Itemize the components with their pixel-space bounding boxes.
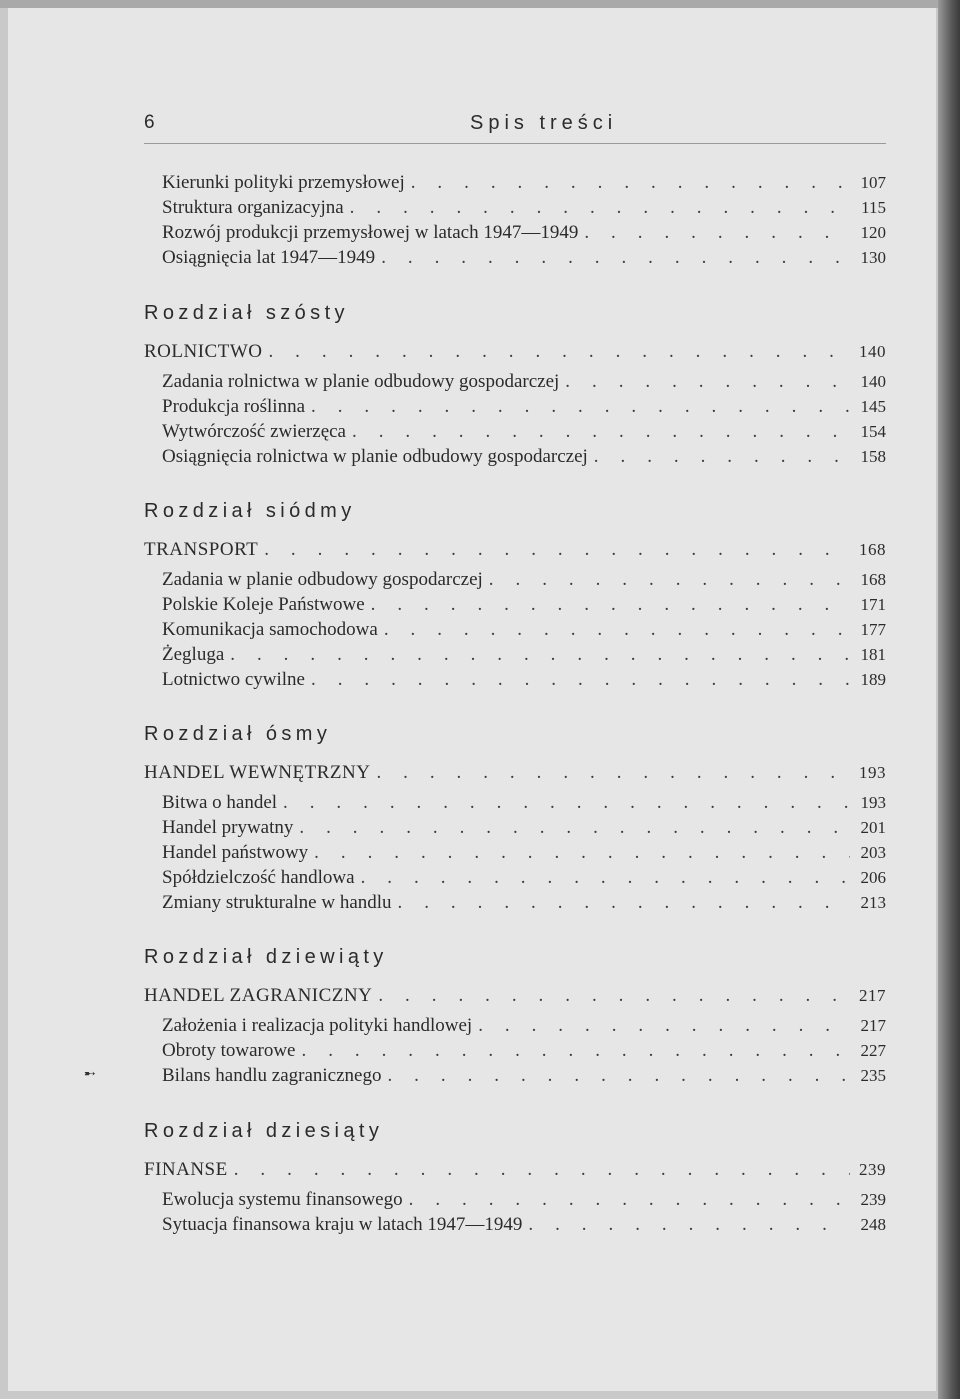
- dot-leader: [478, 1015, 850, 1037]
- dot-leader: [350, 197, 850, 219]
- entry-title: Polskie Koleje Państwowe: [162, 594, 365, 615]
- dot-leader: [411, 172, 850, 194]
- entry-page-number: 239: [859, 1160, 886, 1179]
- entry-page-number: 145: [860, 397, 886, 416]
- toc-main-entry: [144, 985, 886, 1009]
- page-number: 6: [144, 112, 155, 133]
- entry-page-number: 248: [860, 1215, 886, 1234]
- entry-title: Bilans handlu zagranicznego: [162, 1065, 382, 1086]
- toc-sub-entry: [162, 421, 886, 445]
- dot-leader: [264, 539, 850, 561]
- entry-page-number: 203: [860, 843, 886, 862]
- entry-page-number: 217: [860, 1016, 886, 1035]
- entry-title: HANDEL ZAGRANICZNY: [144, 985, 373, 1006]
- entry-page-number: 213: [860, 893, 886, 912]
- entry-title: Ewolucja systemu finansowego: [162, 1189, 403, 1210]
- chapter-heading: Rozdział siódmy: [144, 500, 356, 522]
- entry-page-number: 235: [860, 1066, 886, 1085]
- toc-sub-entry: [162, 1189, 886, 1213]
- entry-title: Sytuacja finansowa kraju w latach 1947—1949: [162, 1214, 523, 1235]
- entry-page-number: 239: [860, 1190, 886, 1209]
- dot-leader: [489, 569, 850, 591]
- toc-sub-entry: [162, 172, 886, 196]
- entry-title: Komunikacja samochodowa: [162, 619, 378, 640]
- dot-leader: [268, 341, 850, 363]
- dot-leader: [371, 594, 850, 616]
- toc-sub-entry: [162, 594, 886, 618]
- dot-leader: [376, 762, 850, 784]
- entry-title: Produkcja roślinna: [162, 396, 306, 417]
- dot-leader: [230, 644, 850, 666]
- chapter-heading: Rozdział szósty: [144, 302, 349, 324]
- dot-leader: [311, 669, 850, 691]
- entry-page-number: 158: [860, 447, 886, 466]
- toc-sub-entry: [162, 644, 886, 668]
- toc-main-entry: [144, 762, 886, 786]
- toc-main-entry: [144, 341, 886, 365]
- entry-title: Lotnictwo cywilne: [162, 669, 305, 690]
- dot-leader: [594, 446, 850, 468]
- entry-page-number: 140: [859, 342, 886, 361]
- toc-sub-entry: [162, 619, 886, 643]
- toc-sub-entry: [162, 446, 886, 470]
- entry-title: Zadania w planie odbudowy gospodarczej: [162, 569, 483, 590]
- toc-sub-entry: [162, 371, 886, 395]
- dot-leader: [381, 247, 850, 269]
- entry-page-number: 115: [861, 198, 886, 217]
- entry-page-number: 107: [860, 173, 886, 192]
- chapter-heading: Rozdział dziewiąty: [144, 946, 388, 968]
- stray-mark: ➸: [84, 1067, 96, 1082]
- toc-sub-entry: [162, 792, 886, 816]
- chapter-heading: Rozdział ósmy: [144, 723, 332, 745]
- entry-page-number: 206: [860, 868, 886, 887]
- entry-title: Spółdzielczość handlowa: [162, 867, 355, 888]
- dot-leader: [409, 1189, 850, 1211]
- entry-title: Zadania rolnictwa w planie odbudowy gospodarczej: [162, 371, 560, 392]
- header-rule: [144, 143, 886, 144]
- entry-page-number: 168: [860, 570, 886, 589]
- toc-sub-entry: [162, 396, 886, 420]
- entry-title: TRANSPORT: [144, 539, 259, 560]
- toc-main-entry: [144, 1159, 886, 1183]
- entry-page-number: 193: [859, 763, 886, 782]
- toc-sub-entry: [162, 222, 886, 246]
- entry-title: HANDEL WEWNĘTRZNY: [144, 762, 371, 783]
- entry-page-number: 193: [860, 793, 886, 812]
- entry-title: Kierunki polityki przemysłowej: [162, 172, 405, 193]
- toc-sub-entry: [162, 669, 886, 693]
- dot-leader: [314, 842, 850, 864]
- dot-leader: [584, 222, 850, 244]
- dot-leader: [387, 1065, 850, 1087]
- dot-leader: [361, 867, 850, 889]
- dot-leader: [528, 1214, 850, 1236]
- dot-leader: [234, 1159, 850, 1181]
- entry-page-number: 189: [860, 670, 886, 689]
- entry-title: FINANSE: [144, 1159, 228, 1180]
- entry-title: Wytwórczość zwierzęca: [162, 421, 346, 442]
- dot-leader: [398, 892, 850, 914]
- dot-leader: [302, 1040, 851, 1062]
- toc-sub-entry: [162, 817, 886, 841]
- toc-sub-entry: [162, 197, 886, 221]
- entry-page-number: 177: [860, 620, 886, 639]
- entry-title: Osiągnięcia rolnictwa w planie odbudowy gospodarczej: [162, 446, 588, 467]
- dot-leader: [378, 985, 850, 1007]
- book-spine-edge: [938, 0, 960, 1399]
- entry-title: Założenia i realizacja polityki handlowej: [162, 1015, 473, 1036]
- dot-leader: [352, 421, 850, 443]
- chapter-heading: Rozdział dziesiąty: [144, 1120, 384, 1142]
- entry-title: Handel prywatny: [162, 817, 294, 838]
- toc-sub-entry: [162, 1015, 886, 1039]
- dot-leader: [384, 619, 850, 641]
- scan-top-edge: [0, 0, 960, 8]
- entry-page-number: 154: [860, 422, 886, 441]
- toc-sub-entry: [162, 1065, 886, 1089]
- entry-title: ROLNICTWO: [144, 341, 263, 362]
- toc-sub-entry: [162, 247, 886, 271]
- entry-title: Osiągnięcia lat 1947—1949: [162, 247, 376, 268]
- running-title: Spis treści: [470, 112, 618, 134]
- entry-title: Zmiany strukturalne w handlu: [162, 892, 392, 913]
- toc-sub-entry: [162, 842, 886, 866]
- entry-page-number: 120: [860, 223, 886, 242]
- entry-title: Bitwa o handel: [162, 792, 278, 813]
- dot-leader: [299, 817, 850, 839]
- entry-title: Rozwój produkcji przemysłowej w latach 1947—1949: [162, 222, 579, 243]
- dot-leader: [311, 396, 850, 418]
- entry-page-number: 171: [860, 595, 886, 614]
- dot-leader: [565, 371, 850, 393]
- entry-page-number: 130: [860, 248, 886, 267]
- toc-sub-entry: [162, 1214, 886, 1238]
- toc-sub-entry: [162, 867, 886, 891]
- toc-sub-entry: [162, 569, 886, 593]
- entry-page-number: 140: [860, 372, 886, 391]
- toc-sub-entry: [162, 1040, 886, 1064]
- entry-page-number: 217: [859, 986, 886, 1005]
- toc-main-entry: [144, 539, 886, 563]
- entry-page-number: 201: [860, 818, 886, 837]
- page-header: [144, 112, 886, 138]
- entry-page-number: 168: [859, 540, 886, 559]
- entry-page-number: 227: [860, 1041, 886, 1060]
- entry-page-number: 181: [860, 645, 886, 664]
- entry-title: Handel państwowy: [162, 842, 309, 863]
- entry-title: Struktura organizacyjna: [162, 197, 344, 218]
- dot-leader: [283, 792, 850, 814]
- entry-title: Obroty towarowe: [162, 1040, 296, 1061]
- toc-sub-entry: [162, 892, 886, 916]
- entry-title: Żegluga: [162, 644, 225, 665]
